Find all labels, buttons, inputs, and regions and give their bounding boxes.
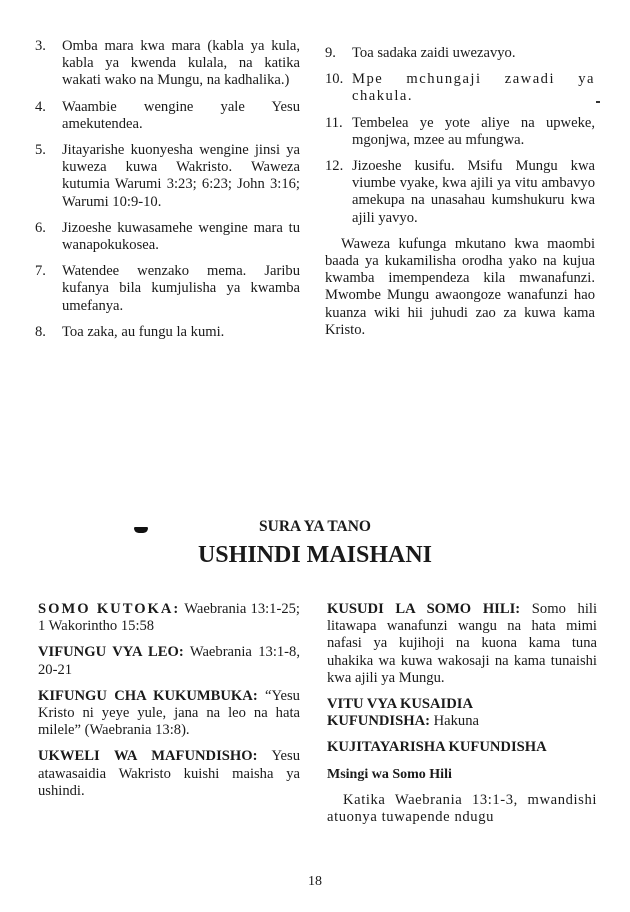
section-vitu-vya-kusaidia <box>327 696 597 730</box>
section-heading: KUJITAYARISHA KUFUNDISHA <box>327 739 547 756</box>
list-item <box>35 99 300 133</box>
list-item <box>35 324 300 341</box>
section-kifungu-cha-kukumbuka <box>38 688 300 740</box>
item-number: 10. <box>325 71 344 88</box>
list-item <box>35 220 300 254</box>
body-paragraph: Katika Waebrania 13:1-3, mwandishi atuonya tuwapende ndugu <box>327 791 597 826</box>
list-item <box>35 263 300 315</box>
section-text: Yesu atawasaidia Wakristo kuishi maisha ya ushindi. <box>38 748 301 799</box>
bottom-right-column <box>327 601 597 834</box>
section-label: SOMO KUTOKA: <box>38 601 181 617</box>
closing-paragraph: Waweza kufunga mkutano kwa maombi baada ya kukamilisha orodha yako na kujua kwamba imempendeza kila mwanafunzi. Mwombe Mungu awaongoze wanafunzi hao kuanza wiki hii juhudi zao za kuwa kama Kristo. <box>325 235 595 338</box>
item-number: 4. <box>35 98 46 115</box>
section-text: Waebrania 13:1-8, 20-21 <box>38 644 300 678</box>
item-number: 11. <box>325 114 343 131</box>
subheading: Msingi wa Somo Hili <box>327 766 452 782</box>
item-text: Watendee wenzako mema. Jaribu kufanya bila kumjulisha ya kwamba umefanya. <box>62 263 300 314</box>
item-text: Toa zaka, au fungu la kumi. <box>62 323 225 340</box>
bottom-left-column <box>38 601 300 809</box>
section-label: VITU VYA KUSAIDIA KUFUNDISHA: <box>327 696 473 730</box>
section-label: KUSUDI LA SOMO HILI: <box>327 601 521 617</box>
section-text: Hakuna <box>429 713 480 730</box>
list-item <box>325 45 595 62</box>
list-item <box>325 158 595 227</box>
section-somo-kutoka <box>38 601 300 635</box>
top-left-column <box>35 38 300 350</box>
item-number: 9. <box>325 45 336 61</box>
item-number: 6. <box>35 219 46 236</box>
item-number: 12. <box>325 158 344 175</box>
list-item <box>35 38 300 90</box>
page-number: 18 <box>308 874 322 889</box>
item-text: Jitayarishe kuonyesha wengine jinsi ya kuweza kuwa Wakristo. Waweza kutumia Warumi 3:23; 6:23; John 3:16; Warumi 10:9-10. <box>62 142 300 210</box>
item-text: Omba mara kwa mara (kabla ya kula, kabla ya kwenda kulala, na katika wakati wako na Mungu, na kadhalika.) <box>62 38 300 89</box>
item-number: 8. <box>35 323 46 340</box>
list-item <box>35 142 300 211</box>
section-label: VIFUNGU VYA LEO: <box>38 644 184 661</box>
section-text: Waebrania 13:1-25; 1 Wakorintho 15:58 <box>38 601 300 635</box>
list-item <box>325 71 595 105</box>
section-text: “Yesu Kristo ni yeye yule, jana na leo na hata milele” (Waebrania 13:8). <box>38 687 300 739</box>
item-number: 5. <box>35 142 46 159</box>
section-kusudi <box>327 601 597 687</box>
section-ukweli-wa-mafundisho <box>38 748 300 800</box>
item-number: 7. <box>35 263 46 280</box>
top-right-column <box>325 45 595 347</box>
item-text: Jizoeshe kusifu. Msifu Mungu kwa viumbe vyake, kwa ajili ya vitu ambavyo amekupa na unasahau kumshukuru kwa ajili yavyo. <box>352 158 595 226</box>
item-text: Toa sadaka zaidi uwezavyo. <box>352 45 516 61</box>
section-label: KIFUNGU CHA KUKUMBUKA: <box>38 687 258 704</box>
section-label: UKWELI WA MAFUNDISHO: <box>38 748 258 765</box>
item-text: Tembelea ye yote aliye na upweke, mgonjwa, mzee au mfungwa. <box>352 114 595 148</box>
stray-mark <box>596 101 600 103</box>
item-text: Mpe mchungaji zawadi ya chakula. <box>352 71 595 105</box>
list-item <box>325 115 595 149</box>
chapter-title: USHINDI MAISHANI <box>197 542 433 568</box>
item-text: Jizoeshe kuwasamehe wengine mara tu wanapokukosea. <box>62 219 300 254</box>
section-text: Somo hili litawapa wanafunzi wangu na hata mimi nafasi ya kujihoji na kuona kama tuna uhakika wa kuwa wakosaji na kama tunaishi kwa ajili ya Mungu. <box>327 601 597 686</box>
item-number: 3. <box>35 38 46 54</box>
chapter-label: SURA YA TANO <box>259 518 371 535</box>
item-text: Waambie wengine yale Yesu amekutendea. <box>62 98 300 132</box>
section-vifungu-vya-leo <box>38 644 300 678</box>
